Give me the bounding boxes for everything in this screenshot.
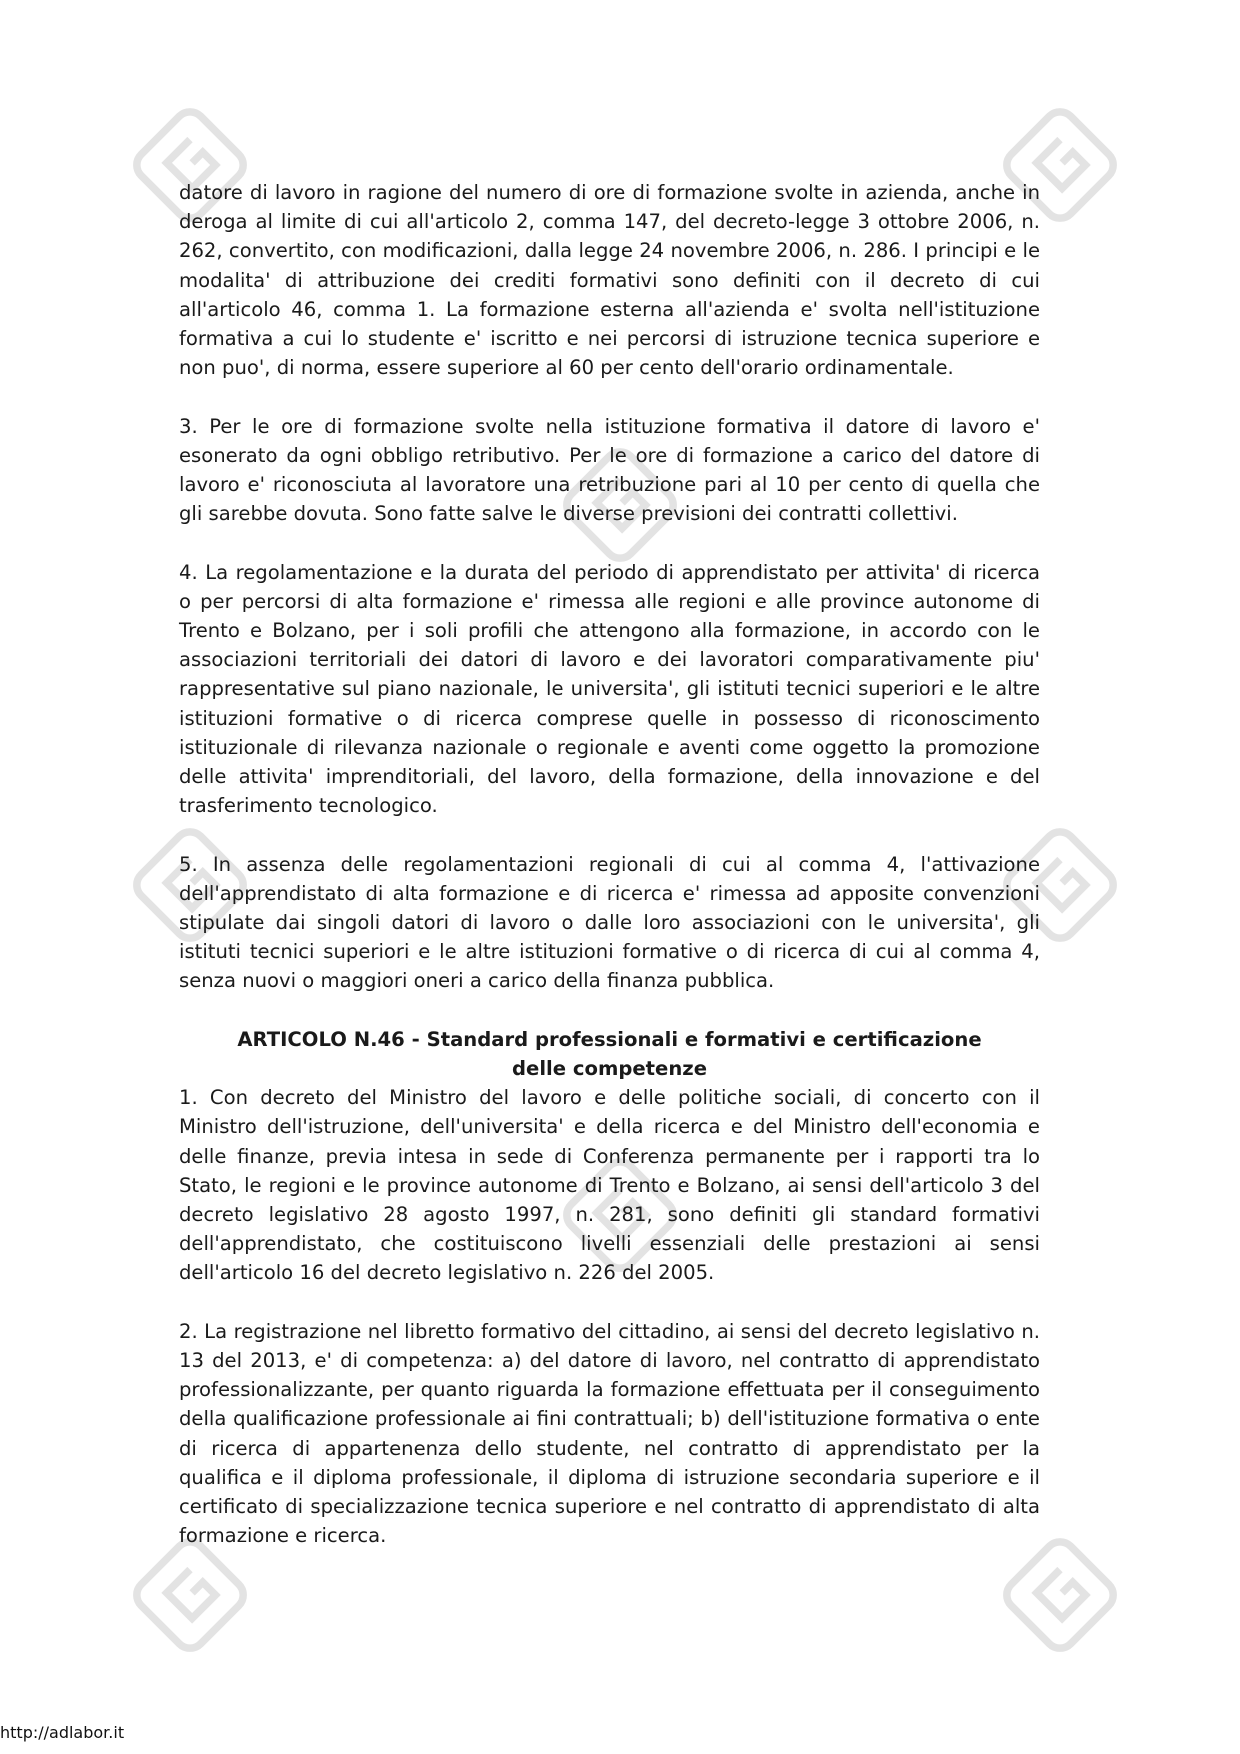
article-paragraph-1: 1. Con decreto del Ministro del lavoro e delle politiche sociali, di concerto con il Ministro dell'istruzione, dell'universita' e della ricerca e del Ministro dell'economia e delle finanze, previa intesa in sede di Conferenza permanente per i rapporti tra lo Stato, le regioni e le province autonome di Trento e Bolzano, ai sensi dell'articolo 3 del decreto legislativo 28 agosto 1997, n. 281, sono definiti gli standard formativi dell'apprendistato, che costituiscono livelli essenziali delle prestazioni ai sensi dell'articolo 16 del decreto legislativo n. 226 del 2005.: [179, 1086, 1040, 1285]
article-heading: [179, 1025, 1040, 1083]
paragraph-comma-5: 5. In assenza delle regolamentazioni regionali di cui al comma 4, l'attivazione dell'apprendistato di alta formazione e di ricerca e' rimessa ad apposite convenzioni stipulate dai singoli datori di lavoro o dalle loro associazioni con le universita', gli istituti tecnici superiori e le altre istituzioni formative o di ricerca di cui al comma 4, senza nuovi o maggiori oneri a carico della finanza pubblica.: [179, 852, 1040, 993]
footer-url[interactable]: http://adlabor.it: [0, 1723, 125, 1742]
paragraph-continuation: datore di lavoro in ragione del numero di ore di formazione svolte in azienda, anche in deroga al limite di cui all'articolo 2, comma 147, del decreto-legge 3 ottobre 2006, n. 262, convertito, con modificazioni, dalla legge 24 novembre 2006, n. 286. I principi e le modalita' di attribuzione dei crediti formativi sono definiti con il decreto di cui all'articolo 46, comma 1. La formazione esterna all'azienda e' svolta nell'istituzione formativa a cui lo studente e' iscritto e nei percorsi di istruzione tecnica superiore e non puo', di norma, essere superiore al 60 per cento dell'orario ordinamentale.: [179, 181, 1040, 380]
paragraph-comma-4: 4. La regolamentazione e la durata del periodo di apprendistato per attivita' di ricerca o per percorsi di alta formazione e' rimessa alle regioni e alle province autonome di Trento e Bolzano, per i soli profili che attengono alla formazione, in accordo con le associazioni territoriali dei datori di lavoro e dei lavoratori comparativamente piu' rappresentative sul piano nazionale, le universita', gli istituti tecnici superiori e le altre istituzioni formative o di ricerca comprese quelle in possesso di riconoscimento istituzionale di rilevanza nazionale o regionale e aventi come oggetto la promozione delle attivita' imprenditoriali, del lavoro, della formazione, della innovazione e del trasferimento tecnologico.: [179, 560, 1040, 818]
article-paragraph-2: 2. La registrazione nel libretto formativo del cittadino, ai sensi del decreto legislativo n. 13 del 2013, e' di competenza: a) del datore di lavoro, nel contratto di apprendistato professionalizzante, per quanto riguarda la formazione effettuata per il conseguimento della qualificazione professionale ai fini contrattuali; b) dell'istituzione formativa o ente di ricerca di appartenenza dello studente, nel contratto di apprendistato per la qualifica e il diploma professionale, il diploma di istruzione secondaria superiore e il certificato di specializzazione tecnica superiore e nel contratto di apprendistato di alta formazione e ricerca.: [179, 1319, 1040, 1548]
article-heading-line2: delle competenze: [512, 1057, 707, 1081]
document-body: [179, 178, 1040, 1550]
paragraph-comma-3: 3. Per le ore di formazione svolte nella istituzione formativa il datore di lavoro e' esonerato da ogni obbligo retributivo. Per le ore di formazione a carico del datore di lavoro e' riconosciuta al lavoratore una retribuzione pari al 10 per cento di quella che gli sarebbe dovuta. Sono fatte salve le diverse previsioni dei contratti collettivi.: [179, 414, 1040, 526]
article-heading-line1: ARTICOLO N.46 - Standard professionali e formativi e certificazione: [237, 1027, 982, 1051]
